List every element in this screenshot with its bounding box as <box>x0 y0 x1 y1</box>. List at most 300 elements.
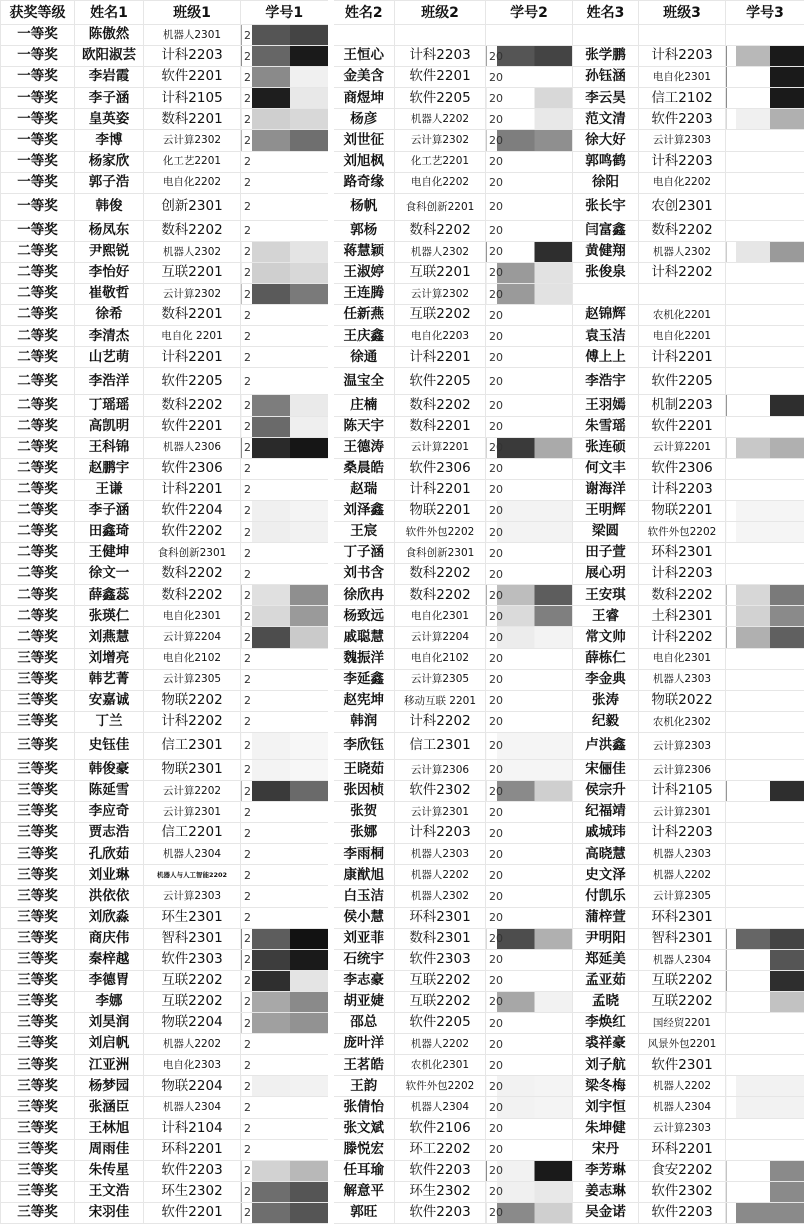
cell-level: 二等奖 <box>1 458 75 479</box>
cell-level: 三等奖 <box>1 690 75 711</box>
cell-name3: 尹明阳 <box>573 928 639 949</box>
student-id-cell: 2 <box>241 67 331 88</box>
cell-level: 三等奖 <box>1 865 75 886</box>
cell-name3: 张涛 <box>573 690 639 711</box>
cell-class1: 软件2202 <box>144 521 241 542</box>
cell-name1: 李博 <box>75 130 144 151</box>
student-id-cell: 2 <box>241 949 331 970</box>
student-id-cell: 20 <box>486 991 573 1012</box>
cell-name1: 刘昊润 <box>75 1013 144 1034</box>
student-id-cell <box>726 479 804 500</box>
cell-name1: 王科锦 <box>75 437 144 458</box>
cell-class1: 电自化2202 <box>144 172 241 193</box>
header-class3: 班级3 <box>639 1 726 25</box>
cell-class1: 云计算2305 <box>144 669 241 690</box>
table-row <box>1 711 804 732</box>
student-id-cell: 2 <box>241 416 331 437</box>
cell-class3: 计科2203 <box>639 823 726 844</box>
student-id-cell <box>726 802 804 823</box>
table-row <box>1 458 804 479</box>
cell-name3: 蒲梓萱 <box>573 907 639 928</box>
cell-class2: 计科2202 <box>395 711 486 732</box>
student-id-cell: 20 <box>486 262 573 283</box>
student-id-cell: 20 <box>486 928 573 949</box>
cell-class3: 互联2202 <box>639 970 726 991</box>
cell-class3: 机器人2202 <box>639 865 726 886</box>
student-id-cell: 2 <box>241 865 331 886</box>
cell-class2: 软件2303 <box>395 949 486 970</box>
cell-name3: 赵锦辉 <box>573 305 639 326</box>
student-id-cell: 20 <box>486 347 573 368</box>
cell-class3: 物联2022 <box>639 690 726 711</box>
cell-level: 三等奖 <box>1 669 75 690</box>
student-id-cell: 20 <box>486 648 573 669</box>
cell-name2: 解意平 <box>331 1181 395 1202</box>
cell-class3: 计科2203 <box>639 46 726 67</box>
cell-name2: 蒋慧颖 <box>331 241 395 262</box>
student-id-cell: 2 <box>241 347 331 368</box>
cell-name3: 李浩宇 <box>573 368 639 395</box>
student-id-cell <box>726 1160 804 1181</box>
cell-class3: 云计算2305 <box>639 886 726 907</box>
student-id-cell: 20 <box>486 500 573 521</box>
student-id-cell: 2 <box>241 479 331 500</box>
cell-level: 三等奖 <box>1 1034 75 1055</box>
student-id-cell <box>726 326 804 347</box>
student-id-cell: 20 <box>486 669 573 690</box>
cell-name2: 侯小慧 <box>331 907 395 928</box>
student-id-cell <box>726 500 804 521</box>
cell-name1: 山艺萌 <box>75 347 144 368</box>
student-id-cell: 2 <box>241 437 331 458</box>
cell-level: 三等奖 <box>1 928 75 949</box>
cell-class1: 物联2301 <box>144 759 241 780</box>
cell-name3: 闫富鑫 <box>573 220 639 241</box>
student-id-cell: 20 <box>486 1034 573 1055</box>
student-id-cell: 20 <box>486 241 573 262</box>
student-id-cell: 20 <box>486 109 573 130</box>
table-row <box>1 865 804 886</box>
table-row <box>1 130 804 151</box>
cell-class1: 计科2201 <box>144 479 241 500</box>
student-id-cell <box>726 606 804 627</box>
cell-class1: 机器人2304 <box>144 1097 241 1118</box>
table-row <box>1 305 804 326</box>
cell-class3: 云计算2303 <box>639 130 726 151</box>
cell-class3: 环科2201 <box>639 1139 726 1160</box>
cell-class1: 软件2201 <box>144 416 241 437</box>
student-id-cell <box>726 25 804 46</box>
cell-class3: 机器人2302 <box>639 241 726 262</box>
student-id-cell: 20 <box>486 437 573 458</box>
student-id-cell: 2 <box>241 25 331 46</box>
cell-class2: 软件2203 <box>395 1202 486 1223</box>
student-id-cell: 2 <box>241 543 331 564</box>
cell-class2: 云计算2302 <box>395 284 486 305</box>
cell-name1: 安嘉诚 <box>75 690 144 711</box>
cell-name3: 孙钰涵 <box>573 67 639 88</box>
student-id-cell: 2 <box>241 284 331 305</box>
header-row <box>1 1 804 25</box>
cell-name3: 袁玉洁 <box>573 326 639 347</box>
student-id-cell: 20 <box>486 844 573 865</box>
student-id-cell <box>726 193 804 220</box>
cell-class3: 云计算2201 <box>639 437 726 458</box>
cell-name1: 薛鑫蕊 <box>75 585 144 606</box>
cell-name3: 常文帅 <box>573 627 639 648</box>
cell-name3 <box>573 284 639 305</box>
cell-name1: 杨家欣 <box>75 151 144 172</box>
cell-class3: 云计算2301 <box>639 802 726 823</box>
cell-class2: 环工2202 <box>395 1139 486 1160</box>
table-row <box>1 1013 804 1034</box>
student-id-cell: 20 <box>486 67 573 88</box>
cell-name2: 石统宇 <box>331 949 395 970</box>
cell-name2: 庄楠 <box>331 395 395 416</box>
cell-name2: 王德涛 <box>331 437 395 458</box>
cell-class1: 互联2201 <box>144 262 241 283</box>
cell-name1: 王文浩 <box>75 1181 144 1202</box>
cell-class1: 创新2301 <box>144 193 241 220</box>
header-id2: 学号2 <box>486 1 573 25</box>
cell-class1: 云计算2302 <box>144 284 241 305</box>
cell-name1: 刘燕慧 <box>75 627 144 648</box>
cell-class3: 电自化2201 <box>639 326 726 347</box>
cell-name3: 纪毅 <box>573 711 639 732</box>
cell-class3: 计科2203 <box>639 479 726 500</box>
cell-name2: 王宸 <box>331 521 395 542</box>
student-id-cell: 2 <box>241 500 331 521</box>
cell-level: 二等奖 <box>1 241 75 262</box>
cell-name2: 戚聪慧 <box>331 627 395 648</box>
cell-name2: 王连腾 <box>331 284 395 305</box>
cell-name2: 刘亚菲 <box>331 928 395 949</box>
cell-name1: 高凯明 <box>75 416 144 437</box>
student-id-cell <box>726 305 804 326</box>
cell-class2: 云计算2302 <box>395 130 486 151</box>
cell-name3: 戚城玮 <box>573 823 639 844</box>
cell-class1: 机器人2302 <box>144 241 241 262</box>
cell-name2: 杨帆 <box>331 193 395 220</box>
table-row <box>1 220 804 241</box>
student-id-cell: 20 <box>486 151 573 172</box>
cell-level: 三等奖 <box>1 1118 75 1139</box>
cell-name3: 史文泽 <box>573 865 639 886</box>
student-id-cell <box>726 1118 804 1139</box>
cell-name2: 桑晨皓 <box>331 458 395 479</box>
table-row <box>1 479 804 500</box>
cell-name3: 王羽嫣 <box>573 395 639 416</box>
student-id-cell: 2 <box>241 368 331 395</box>
cell-class1: 云计算2202 <box>144 781 241 802</box>
cell-name1: 徐希 <box>75 305 144 326</box>
cell-class2: 机器人2302 <box>395 886 486 907</box>
table-row <box>1 1076 804 1097</box>
cell-name1: 丁瑶瑶 <box>75 395 144 416</box>
cell-class2: 机器人2202 <box>395 109 486 130</box>
cell-class1: 环生2301 <box>144 907 241 928</box>
student-id-cell <box>726 284 804 305</box>
student-id-cell: 2 <box>241 1097 331 1118</box>
cell-name1: 孔欣茹 <box>75 844 144 865</box>
cell-class2: 电自化2301 <box>395 606 486 627</box>
cell-level: 三等奖 <box>1 802 75 823</box>
cell-name2: 王恒心 <box>331 46 395 67</box>
table-row <box>1 500 804 521</box>
cell-class1: 计科2104 <box>144 1118 241 1139</box>
student-id-cell <box>726 241 804 262</box>
student-id-cell: 20 <box>486 220 573 241</box>
student-id-cell: 20 <box>486 1055 573 1076</box>
cell-level: 二等奖 <box>1 479 75 500</box>
cell-class1: 软件2203 <box>144 1160 241 1181</box>
table-row <box>1 690 804 711</box>
cell-class3: 农机化2201 <box>639 305 726 326</box>
table-row <box>1 395 804 416</box>
cell-name3: 徐大好 <box>573 130 639 151</box>
cell-class3: 农创2301 <box>639 193 726 220</box>
student-id-cell: 20 <box>486 1118 573 1139</box>
cell-name1: 李怡好 <box>75 262 144 283</box>
student-id-cell <box>726 437 804 458</box>
cell-name2: 王庆鑫 <box>331 326 395 347</box>
student-id-cell: 20 <box>486 416 573 437</box>
student-id-cell <box>726 585 804 606</box>
cell-level: 二等奖 <box>1 368 75 395</box>
cell-class1: 化工艺2201 <box>144 151 241 172</box>
table-row <box>1 585 804 606</box>
cell-class1: 电自化2102 <box>144 648 241 669</box>
student-id-cell: 20 <box>486 907 573 928</box>
table-row <box>1 1118 804 1139</box>
cell-class1: 信工2301 <box>144 732 241 759</box>
cell-name1: 徐文一 <box>75 564 144 585</box>
cell-level: 二等奖 <box>1 564 75 585</box>
cell-name3: 孟晓 <box>573 991 639 1012</box>
cell-class3: 计科2203 <box>639 564 726 585</box>
cell-level: 二等奖 <box>1 326 75 347</box>
cell-class3: 智科2301 <box>639 928 726 949</box>
cell-name1: 韩俊豪 <box>75 759 144 780</box>
student-id-cell <box>726 458 804 479</box>
cell-name2: 路奇缘 <box>331 172 395 193</box>
cell-class2: 数科2202 <box>395 220 486 241</box>
cell-name2: 魏振洋 <box>331 648 395 669</box>
cell-name2: 白玉洁 <box>331 886 395 907</box>
cell-level: 三等奖 <box>1 1097 75 1118</box>
table-row <box>1 781 804 802</box>
student-id-cell <box>726 1139 804 1160</box>
student-id-cell: 2 <box>241 928 331 949</box>
cell-class1: 环生2302 <box>144 1181 241 1202</box>
student-id-cell: 2 <box>241 886 331 907</box>
table-row <box>1 1160 804 1181</box>
student-id-cell: 20 <box>486 1160 573 1181</box>
student-id-cell: 20 <box>486 326 573 347</box>
cell-level: 二等奖 <box>1 606 75 627</box>
cell-name3: 薛栋仁 <box>573 648 639 669</box>
cell-class2: 计科2201 <box>395 347 486 368</box>
cell-name1: 史钰佳 <box>75 732 144 759</box>
cell-name1: 田鑫琦 <box>75 521 144 542</box>
student-id-cell: 2 <box>241 627 331 648</box>
student-id-cell: 20 <box>486 1097 573 1118</box>
cell-class3: 计科2201 <box>639 347 726 368</box>
cell-name1: 周雨佳 <box>75 1139 144 1160</box>
cell-class2: 软件2205 <box>395 368 486 395</box>
student-id-cell: 20 <box>486 949 573 970</box>
table-row <box>1 949 804 970</box>
cell-class3: 云计算2303 <box>639 732 726 759</box>
student-id-cell: 20 <box>486 395 573 416</box>
cell-name2: 丁子涵 <box>331 543 395 564</box>
student-id-cell <box>726 690 804 711</box>
student-id-cell <box>726 543 804 564</box>
cell-name1: 刘欣淼 <box>75 907 144 928</box>
table-row <box>1 886 804 907</box>
cell-level: 二等奖 <box>1 437 75 458</box>
student-id-cell: 2 <box>241 1118 331 1139</box>
student-id-cell: 20 <box>486 479 573 500</box>
cell-class2: 移动互联 2201 <box>395 690 486 711</box>
table-row <box>1 907 804 928</box>
cell-level: 二等奖 <box>1 305 75 326</box>
cell-name2: 郭旺 <box>331 1202 395 1223</box>
cell-name2: 胡亚婕 <box>331 991 395 1012</box>
cell-class1: 机器人2306 <box>144 437 241 458</box>
cell-class2: 机器人2202 <box>395 1034 486 1055</box>
cell-class2: 数科2202 <box>395 564 486 585</box>
cell-name2: 李志豪 <box>331 970 395 991</box>
cell-class2: 云计算2201 <box>395 437 486 458</box>
cell-name3: 李芳琳 <box>573 1160 639 1181</box>
cell-name1: 李岩霞 <box>75 67 144 88</box>
cell-class3: 机制2203 <box>639 395 726 416</box>
cell-class3: 计科2203 <box>639 151 726 172</box>
cell-class3: 软件2306 <box>639 458 726 479</box>
table-row <box>1 732 804 759</box>
cell-name2: 王淑婷 <box>331 262 395 283</box>
cell-class2: 数科2202 <box>395 585 486 606</box>
student-id-cell: 2 <box>241 585 331 606</box>
student-id-cell: 20 <box>486 284 573 305</box>
cell-class3: 物联2201 <box>639 500 726 521</box>
cell-level: 三等奖 <box>1 886 75 907</box>
student-id-cell <box>726 395 804 416</box>
cell-class3: 机器人2303 <box>639 669 726 690</box>
cell-class1: 软件2303 <box>144 949 241 970</box>
table-row <box>1 1181 804 1202</box>
cell-class3: 软件2203 <box>639 1202 726 1223</box>
cell-name3: 裘祥豪 <box>573 1034 639 1055</box>
cell-class1: 环科2201 <box>144 1139 241 1160</box>
cell-name3: 谢海洋 <box>573 479 639 500</box>
student-id-cell: 2 <box>241 305 331 326</box>
cell-level: 一等奖 <box>1 172 75 193</box>
cell-name1: 洪依依 <box>75 886 144 907</box>
cell-name2: 王茗皓 <box>331 1055 395 1076</box>
table-row <box>1 88 804 109</box>
student-id-cell: 2 <box>241 458 331 479</box>
cell-level: 二等奖 <box>1 395 75 416</box>
table-row <box>1 193 804 220</box>
cell-name3: 高晓慧 <box>573 844 639 865</box>
cell-name3: 朱雪瑶 <box>573 416 639 437</box>
table-row <box>1 521 804 542</box>
student-id-cell <box>726 907 804 928</box>
student-id-cell: 20 <box>486 865 573 886</box>
cell-class3: 环科2301 <box>639 907 726 928</box>
student-id-cell: 2 <box>241 88 331 109</box>
student-id-cell <box>726 67 804 88</box>
cell-name3: 张俊泉 <box>573 262 639 283</box>
student-id-cell <box>726 886 804 907</box>
cell-level: 一等奖 <box>1 109 75 130</box>
student-id-cell: 20 <box>486 193 573 220</box>
table-row <box>1 1097 804 1118</box>
cell-class1: 电自化 2201 <box>144 326 241 347</box>
student-id-cell <box>726 844 804 865</box>
cell-class1: 机器人2202 <box>144 1034 241 1055</box>
cell-name3: 刘宇恒 <box>573 1097 639 1118</box>
cell-class1: 机器人与人工智能2202 <box>144 865 241 886</box>
cell-name3: 张学鹏 <box>573 46 639 67</box>
cell-name3: 梁冬梅 <box>573 1076 639 1097</box>
student-id-cell: 20 <box>486 88 573 109</box>
cell-name1: 贾志浩 <box>75 823 144 844</box>
cell-class1: 物联2204 <box>144 1076 241 1097</box>
table-row <box>1 284 804 305</box>
cell-class2: 云计算2306 <box>395 759 486 780</box>
student-id-cell: 2 <box>241 130 331 151</box>
cell-name3: 吴金诺 <box>573 1202 639 1223</box>
table-row <box>1 1055 804 1076</box>
student-id-cell <box>726 151 804 172</box>
cell-name1: 崔敬哲 <box>75 284 144 305</box>
table-body <box>1 25 804 1224</box>
cell-class1: 物联2204 <box>144 1013 241 1034</box>
cell-class3: 电自化2301 <box>639 648 726 669</box>
cell-class1: 电自化2301 <box>144 606 241 627</box>
cell-class3: 机器人2304 <box>639 1097 726 1118</box>
cell-name3: 孟亚茹 <box>573 970 639 991</box>
table-row <box>1 823 804 844</box>
cell-name3: 王安琪 <box>573 585 639 606</box>
student-id-cell: 2 <box>241 1013 331 1034</box>
cell-name1: 江亚洲 <box>75 1055 144 1076</box>
student-id-cell <box>726 368 804 395</box>
cell-name2: 刘书含 <box>331 564 395 585</box>
cell-name1: 杨梦园 <box>75 1076 144 1097</box>
cell-class3: 软件2205 <box>639 368 726 395</box>
cell-name3: 徐阳 <box>573 172 639 193</box>
cell-name3: 刘子航 <box>573 1055 639 1076</box>
student-id-cell <box>726 262 804 283</box>
cell-name3: 李金典 <box>573 669 639 690</box>
cell-level: 二等奖 <box>1 262 75 283</box>
cell-name2: 杨彦 <box>331 109 395 130</box>
cell-name2: 张娜 <box>331 823 395 844</box>
cell-class1: 数科2202 <box>144 585 241 606</box>
cell-class1: 云计算2204 <box>144 627 241 648</box>
cell-level: 二等奖 <box>1 500 75 521</box>
student-id-cell <box>726 1034 804 1055</box>
student-id-cell: 2 <box>241 564 331 585</box>
cell-name1: 李子涵 <box>75 88 144 109</box>
student-id-cell <box>726 669 804 690</box>
student-id-cell <box>726 823 804 844</box>
cell-name2: 赵瑞 <box>331 479 395 500</box>
